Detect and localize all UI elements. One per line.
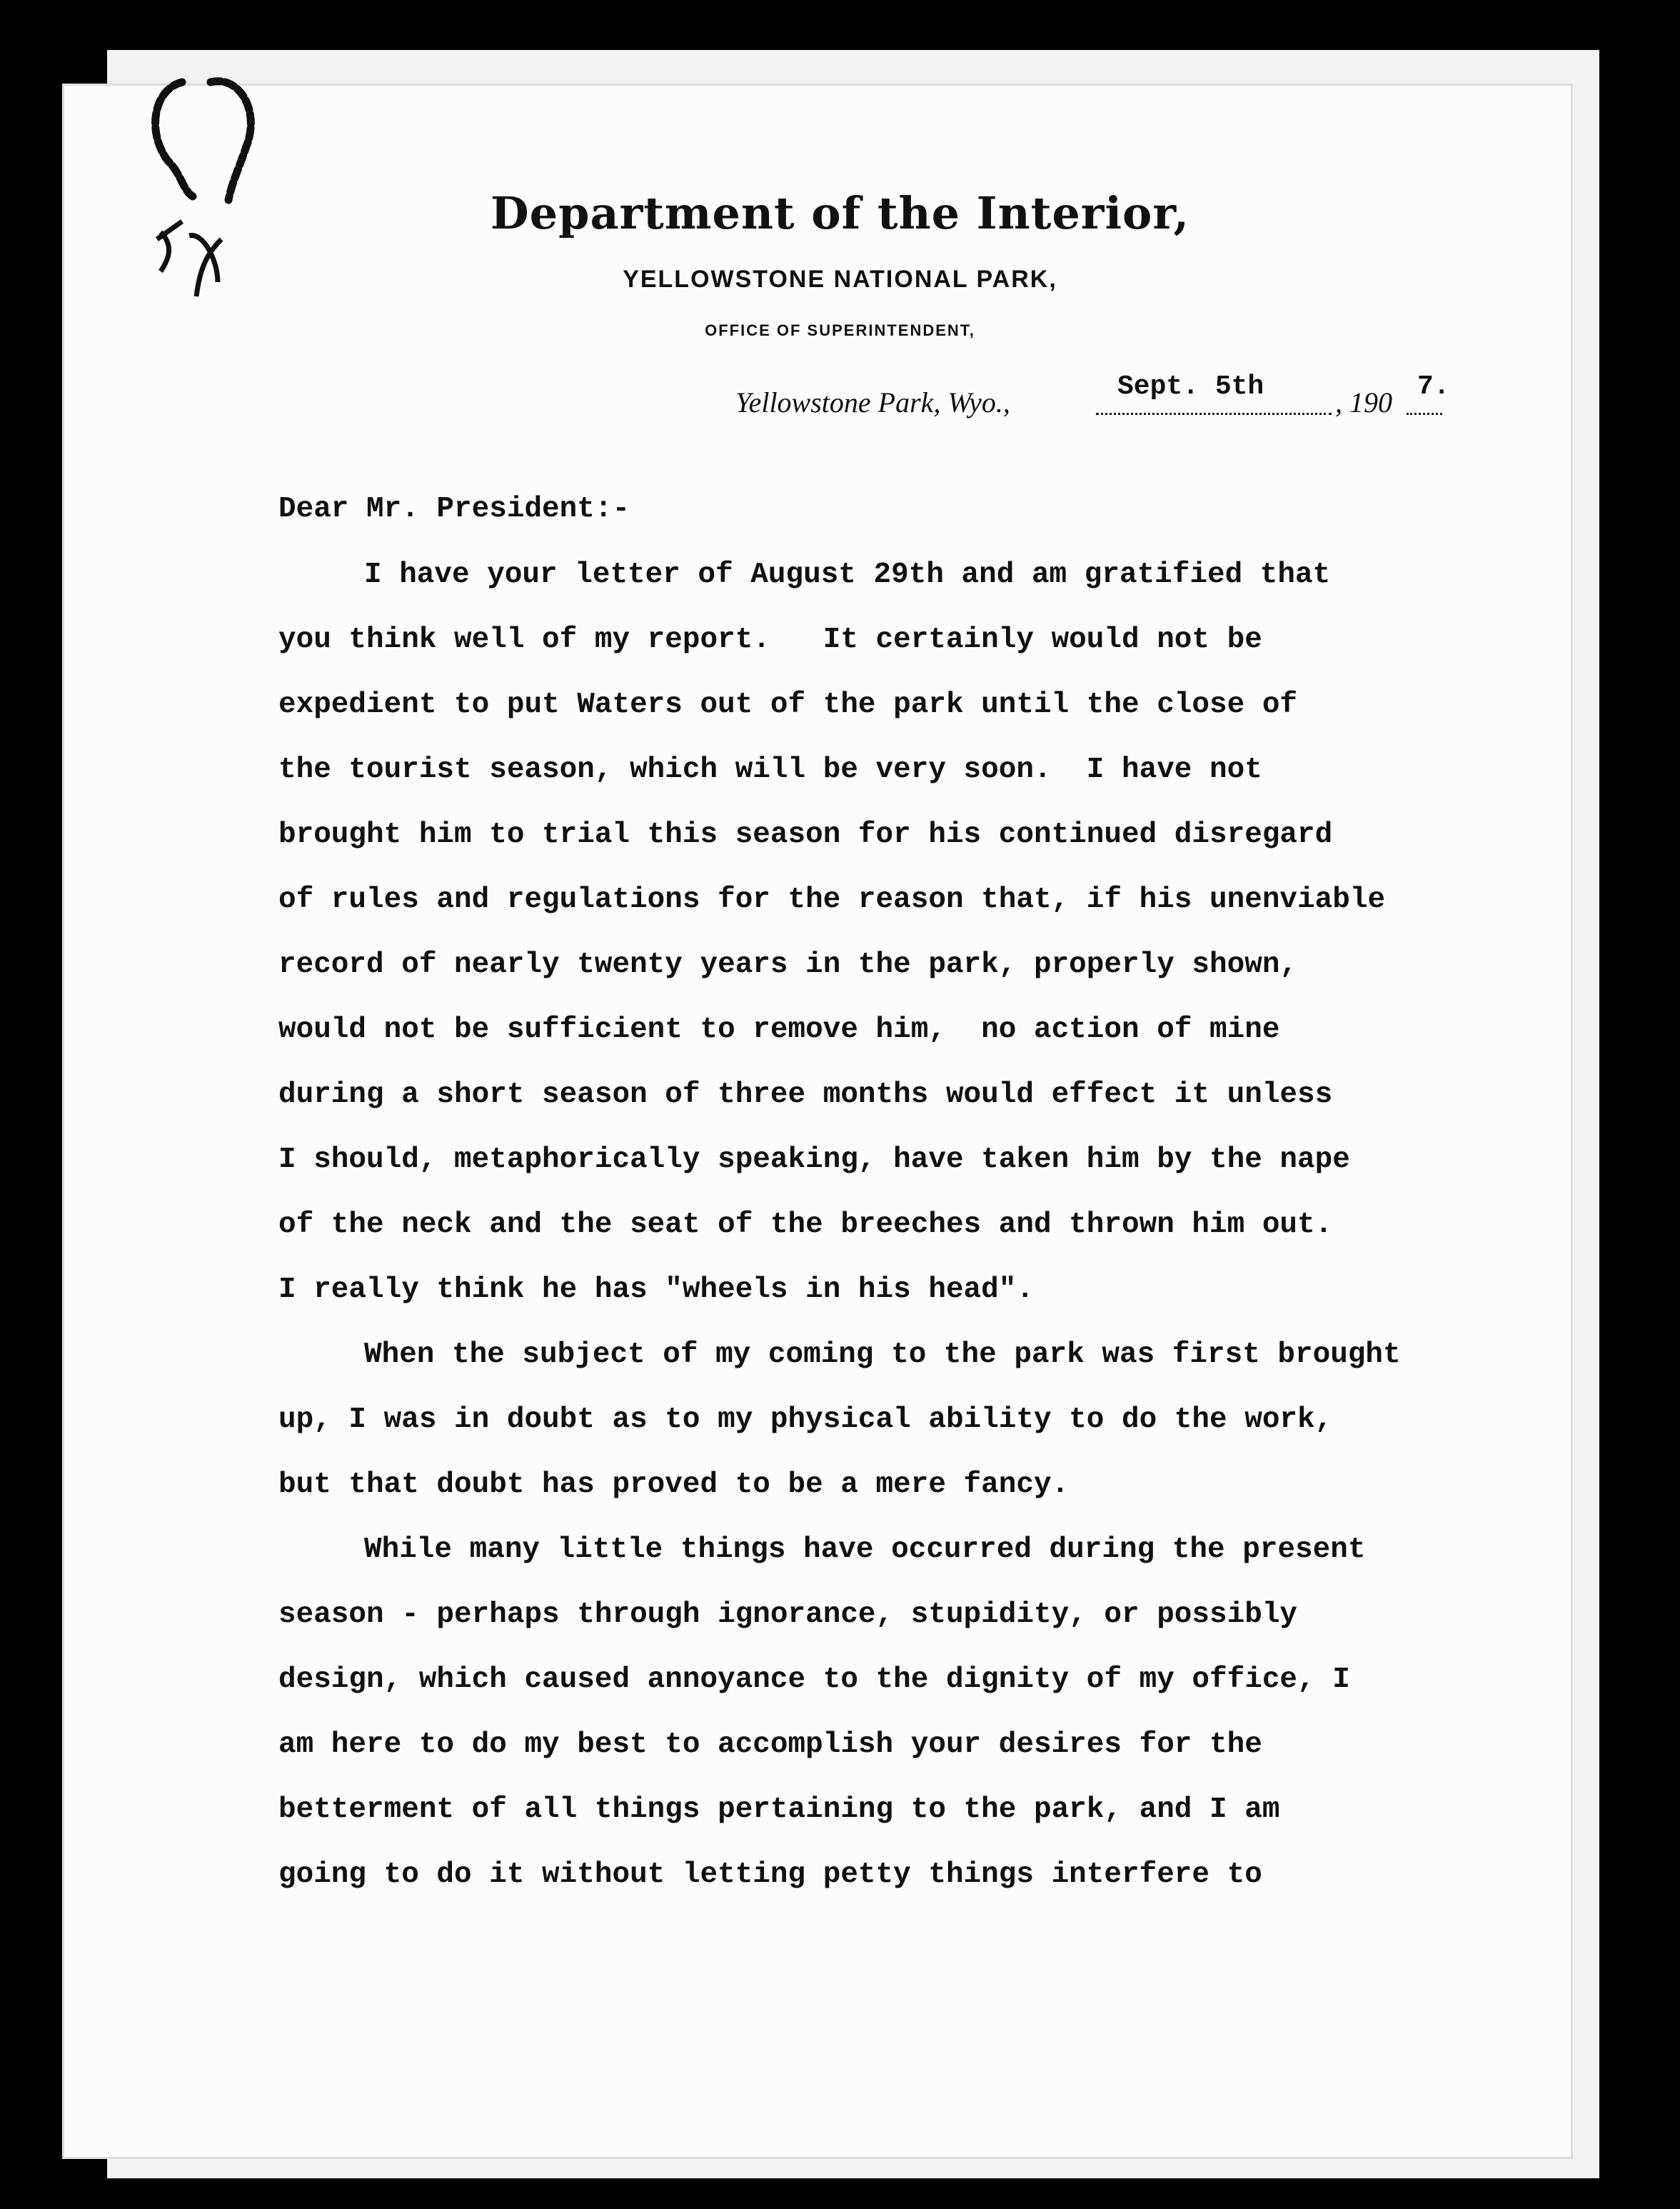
body-line: but that doubt has proved to be a mere fancy. xyxy=(278,1468,1070,1501)
body-line: would not be sufficient to remove him, no action of mine xyxy=(278,1013,1280,1046)
body-line: going to do it without letting petty things interfere to xyxy=(278,1858,1262,1891)
body-line: you think well of my report. It certainly would not be xyxy=(278,623,1262,656)
body-line: the tourist season, which will be very soon. I have not xyxy=(278,753,1262,786)
body-line: of rules and regulations for the reason that, if his unenviable xyxy=(278,883,1386,916)
dateline-place: Yellowstone Park, Wyo., xyxy=(735,386,1010,419)
year-underline xyxy=(1407,413,1442,415)
body-line: I have your letter of August 29th and am gratified that xyxy=(364,558,1331,591)
dateline-year-prefix: , 190 xyxy=(1335,386,1392,419)
body-line: of the neck and the seat of the breeches and thrown him out. xyxy=(278,1208,1333,1241)
body-line: betterment of all things pertaining to the park, and I am xyxy=(278,1793,1280,1826)
body-line: record of nearly twenty years in the park, properly shown, xyxy=(278,948,1298,981)
salutation: Dear Mr. President:- xyxy=(278,493,630,526)
body-line: I really think he has "wheels in his head". xyxy=(278,1273,1034,1306)
date-underline xyxy=(1096,413,1332,415)
body-line: When the subject of my coming to the park was first brought xyxy=(364,1338,1401,1371)
dateline xyxy=(735,371,1521,421)
body-line: expedient to put Waters out of the park until the close of xyxy=(278,688,1298,721)
letterhead-office: OFFICE OF SUPERINTENDENT, xyxy=(705,321,975,339)
dateline-date: Sept. 5th xyxy=(1117,371,1264,402)
body-line: season - perhaps through ignorance, stupidity, or possibly xyxy=(278,1598,1298,1631)
body-line: While many little things have occurred during the present xyxy=(364,1533,1366,1566)
body-line: brought him to trial this season for his continued disregard xyxy=(278,818,1333,851)
body-line: up, I was in doubt as to my physical ability to do the work, xyxy=(278,1403,1333,1436)
body-line: design, which caused annoyance to the dignity of my office, I xyxy=(278,1663,1350,1696)
body-line: am here to do my best to accomplish your desires for the xyxy=(278,1728,1262,1761)
dateline-year-suffix: 7. xyxy=(1417,371,1450,402)
letterhead-park: YELLOWSTONE NATIONAL PARK, xyxy=(623,266,1057,293)
body-line: during a short season of three months would effect it unless xyxy=(278,1078,1333,1111)
letterhead-department: Department of the Interior, xyxy=(490,187,1190,239)
body-line: I should, metaphorically speaking, have taken him by the nape xyxy=(278,1143,1350,1176)
